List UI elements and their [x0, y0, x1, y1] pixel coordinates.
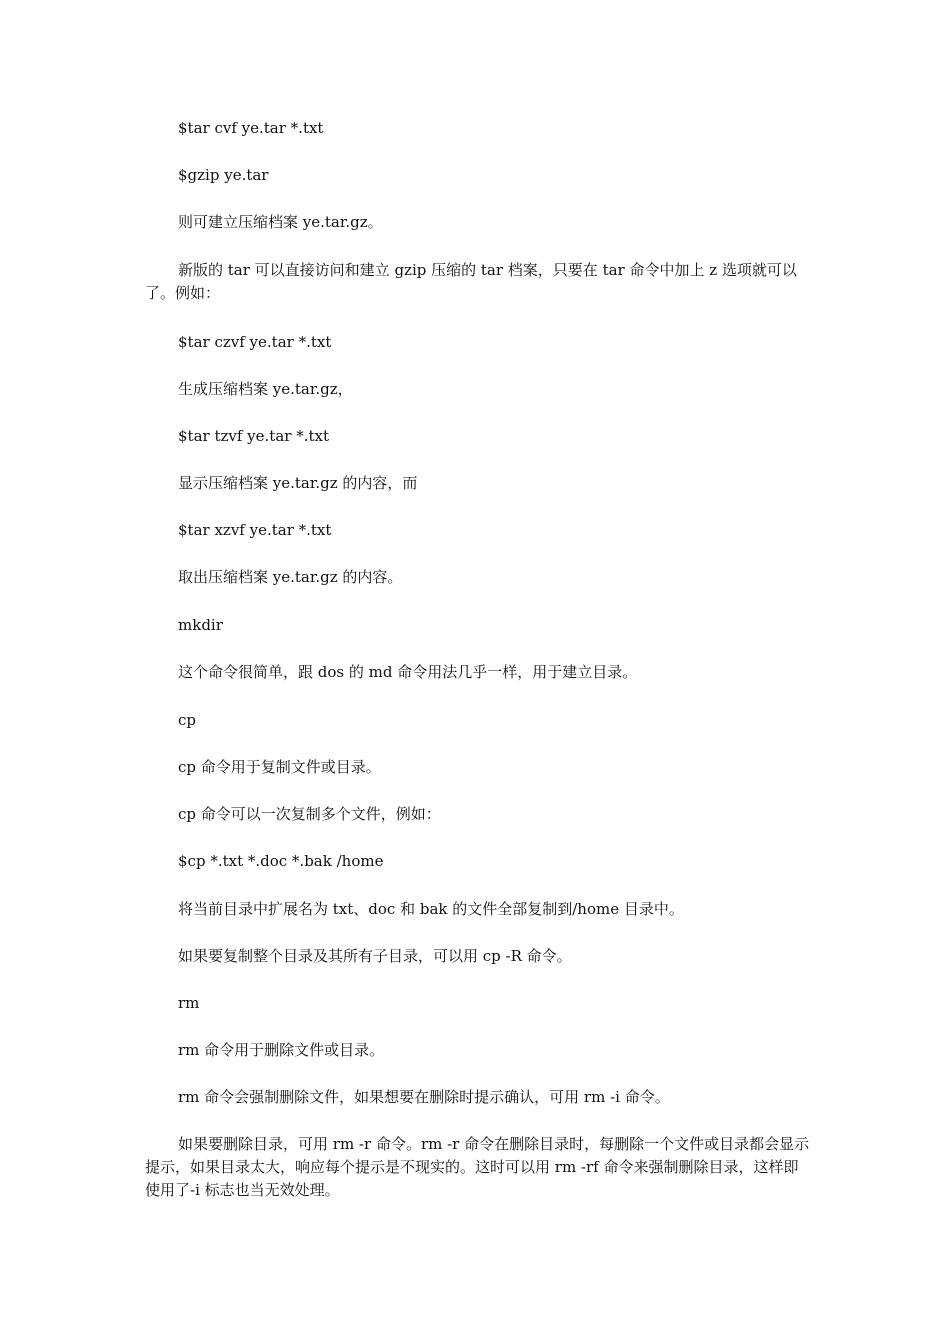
text-line: 显示压缩档案 ye.tar.gz 的内容，而	[178, 474, 418, 492]
section-heading: cp	[178, 711, 197, 729]
command-line: $tar cvf ye.tar *.txt	[178, 119, 324, 137]
text-line: cp 命令用于复制文件或目录。	[178, 758, 381, 776]
section-heading: mkdir	[178, 616, 223, 634]
command-line: $gzip ye.tar	[178, 166, 269, 184]
command-line: $cp *.txt *.doc *.bak /home	[178, 852, 384, 870]
text-line: 将当前目录中扩展名为 txt、doc 和 bak 的文件全部复制到/home 目录中。	[178, 900, 684, 918]
text-line: 这个命令很简单，跟 dos 的 md 命令用法几乎一样，用于建立目录。	[178, 663, 638, 681]
text-line: rm 命令会强制删除文件，如果想要在删除时提示确认，可用 rm -i 命令。	[178, 1088, 670, 1106]
text-line: 如果要复制整个目录及其所有子目录，可以用 cp -R 命令。	[178, 947, 572, 965]
command-line: $tar xzvf ye.tar *.txt	[178, 521, 332, 539]
section-heading: rm	[178, 994, 200, 1012]
text-line: cp 命令可以一次复制多个文件，例如：	[178, 805, 441, 823]
text-line: 生成压缩档案 ye.tar.gz，	[178, 380, 353, 398]
text-line: 取出压缩档案 ye.tar.gz 的内容。	[178, 568, 403, 586]
command-line: $tar czvf ye.tar *.txt	[178, 333, 332, 351]
paragraph: 新版的 tar 可以直接访问和建立 gzip 压缩的 tar 档案，只要在 tar 命令中加上 z 选项就可以了。例如：	[145, 261, 797, 302]
text-line: rm 命令用于删除文件或目录。	[178, 1041, 385, 1059]
command-line: $tar tzvf ye.tar *.txt	[178, 427, 329, 445]
paragraph: 如果要删除目录，可用 rm -r 命令。rm -r 命令在删除目录时，每删除一个文件或目录都会显示提示，如果目录太大，响应每个提示是不现实的。这时可以用 rm -rf 命令来强制删除目录，这样即使用了-i 标志也当无效处理。	[145, 1135, 810, 1199]
text-line: 则可建立压缩档案 ye.tar.gz。	[178, 213, 383, 231]
